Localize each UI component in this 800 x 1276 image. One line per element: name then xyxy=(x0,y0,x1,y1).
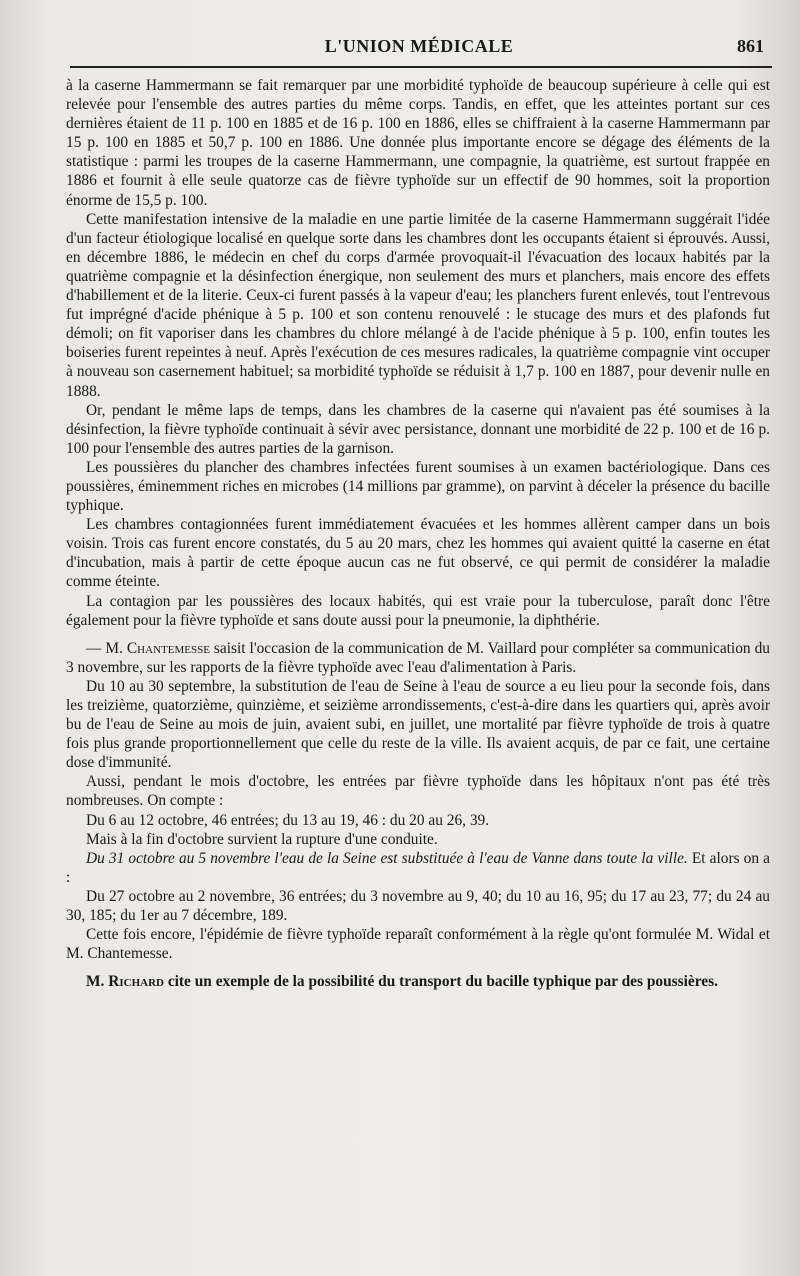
paragraph-epidemic-rule: Cette fois encore, l'épidémie de fièvre typhoïde reparaît conformément à la règle qu'ont formulée M. Widal et M. Chantemesse. xyxy=(66,926,770,963)
running-header xyxy=(70,34,768,64)
paragraph-contagion-conclusion: La contagion par les poussières des locaux habités, qui est vraie pour la tuberculose, paraît donc l'être également pour la fièvre typhoïde et sans doute aussi pour la pneumonie, la diphthérie. xyxy=(66,592,770,629)
speaker-name: Chantemesse xyxy=(126,639,210,657)
article-body xyxy=(66,76,770,991)
paragraph-october-entries: Aussi, pendant le mois d'octobre, les entrées par fièvre typhoïde dans les hôpitaux n'ont pas été très nombreuses. On compte : xyxy=(66,773,770,810)
paragraph-text: Et alors on a : xyxy=(66,849,770,886)
italic-text: Du 31 octobre au 5 novembre l'eau de la Seine est substituée à l'eau de Vanne dans toute la ville. xyxy=(86,849,688,867)
paragraph-richard xyxy=(66,972,770,991)
paragraph-substitution-italic xyxy=(66,849,770,887)
speaker-name: Richard xyxy=(108,973,164,991)
paragraph-evacuation: Les chambres contagionnées furent immédiatement évacuées et les hommes allèrent camper dans un bois voisin. Trois cas furent encore constatés, du 5 au 20 mars, chez les hommes qui avaient quitté la caserne en état d'incubation, mais à partir de cette époque aucun cas ne fut observé, ce qui permit de considérer la maladie comme éteinte. xyxy=(66,516,770,591)
page-number: 861 xyxy=(737,36,764,56)
paragraph-rupture: Mais à la fin d'octobre survient la rupture d'une conduite. xyxy=(86,830,438,848)
speaker-prefix: M. xyxy=(86,973,109,991)
paragraph-entries-list-2: Du 27 octobre au 2 novembre, 36 entrées; du 3 novembre au 9, 40; du 10 au 16, 95; du 17 au 23, 77; du 24 au 30, 185; du 1er au 7 décembre, 189. xyxy=(66,887,770,925)
paragraph-text: saisit l'occasion de la communication de M. Vaillard pour compléter sa communication du 3 novembre, sur les rapports de la fièvre typhoïde avec l'eau d'alimentation à Paris. xyxy=(66,639,770,676)
paragraph-bacteriology: Les poussières du plancher des chambres infectées furent soumises à un examen bactériologique. Dans ces poussières, éminemment riches en microbes (14 millions par gramme), on parvint à déceler la présence du bacille typhique. xyxy=(66,458,770,515)
paragraph-hammermann-statistics: à la caserne Hammermann se fait remarquer par une morbidité typhoïde de beaucoup supérieure à celle qui est relevée pour l'ensemble des autres parties du même corps. Tandis, en effet, que les atteintes portant sur ces dernières étaient de 11 p. 100 en 1885 et de 16 p. 100 en 1886, elles se chiffraient à la caserne Hammermann par 15 p. 100 en 1885 et 50,7 p. 100 en 1886. Une donnée plus importante encore se dégage des éléments de la statistique : parmi les troupes de la caserne Hammermann, une compagnie, la quatrième, est surtout frappée en 1886 et fournit à elle seule quatorze cas de fièvre typhoïde sur un effectif de 90 hommes, soit la proportion énorme de 15,5 p. 100. xyxy=(66,77,770,209)
paragraph-persistence: Or, pendant le même laps de temps, dans les chambres de la caserne qui n'avaient pas été soumises à la désinfection, la fièvre typhoïde continuait à sévir avec persistance, donnant une morbidité de 22 p. 100 et de 16 p. 100 pour l'ensemble des autres parties de la garnison. xyxy=(66,401,770,457)
dash-prefix: — M. xyxy=(86,639,127,657)
header-rule xyxy=(70,66,772,68)
paragraph-disinfection: Cette manifestation intensive de la maladie en une partie limitée de la caserne Hammermann suggérait l'idée d'un facteur étiologique localisé en quelque sorte dans les chambres dont les occupants étaient si éprouvés. Aussi, en décembre 1886, le médecin en chef du corps d'armée provoquait-il l'évacuation des locaux habités par la quatrième compagnie et la désinfection énergique, non seulement des murs et planchers, mais encore des effets d'habillement et de la literie. Ceux-ci furent passés à la vapeur d'eau; les planchers furent enlevés, tout l'entrevous fut imprégné d'acide phénique à 5 p. 100 et son contenu renouvelé : le stucage des murs et des plafonds fut démoli; on fit vaporiser dans les chambres du chlore mélangé à de l'acide phénique à 5 p. 100, enfin toutes les boiseries furent repeintes à neuf. Après l'exécution de ces mesures radicales, la quatrième compagnie vint occuper à nouveau son casernement habituel; sa morbidité typhoïde se réduisit à 1,7 p. 100 en 1887, pour devenir nulle en 1888. xyxy=(66,210,770,400)
paragraph-entries-list-1: Du 6 au 12 octobre, 46 entrées; du 13 au 19, 46 : du 20 au 26, 39. xyxy=(86,811,490,829)
paragraph-text: cite un exemple de la possibilité du transport du bacille typhique par des poussières. xyxy=(163,973,718,991)
running-title: L'UNION MÉDICALE xyxy=(324,36,514,56)
paragraph-seine-substitution: Du 10 au 30 septembre, la substitution de l'eau de Seine à l'eau de source a eu lieu pour la seconde fois, dans les treizième, quatorzième, quinzième, et seizième arrondissements, c'est-à-dire dans les quartiers qui, après avoir bu de l'eau de Seine au mois de juin, avaient subi, en juillet, une mortalité par fièvre typhoïde de trois à quatre fois plus grande proportionnellement que celle du reste de la ville. Ils avaient acquis, de par ce fait, une certaine dose d'immunité. xyxy=(66,677,770,772)
paragraph-chantemesse xyxy=(66,639,770,677)
